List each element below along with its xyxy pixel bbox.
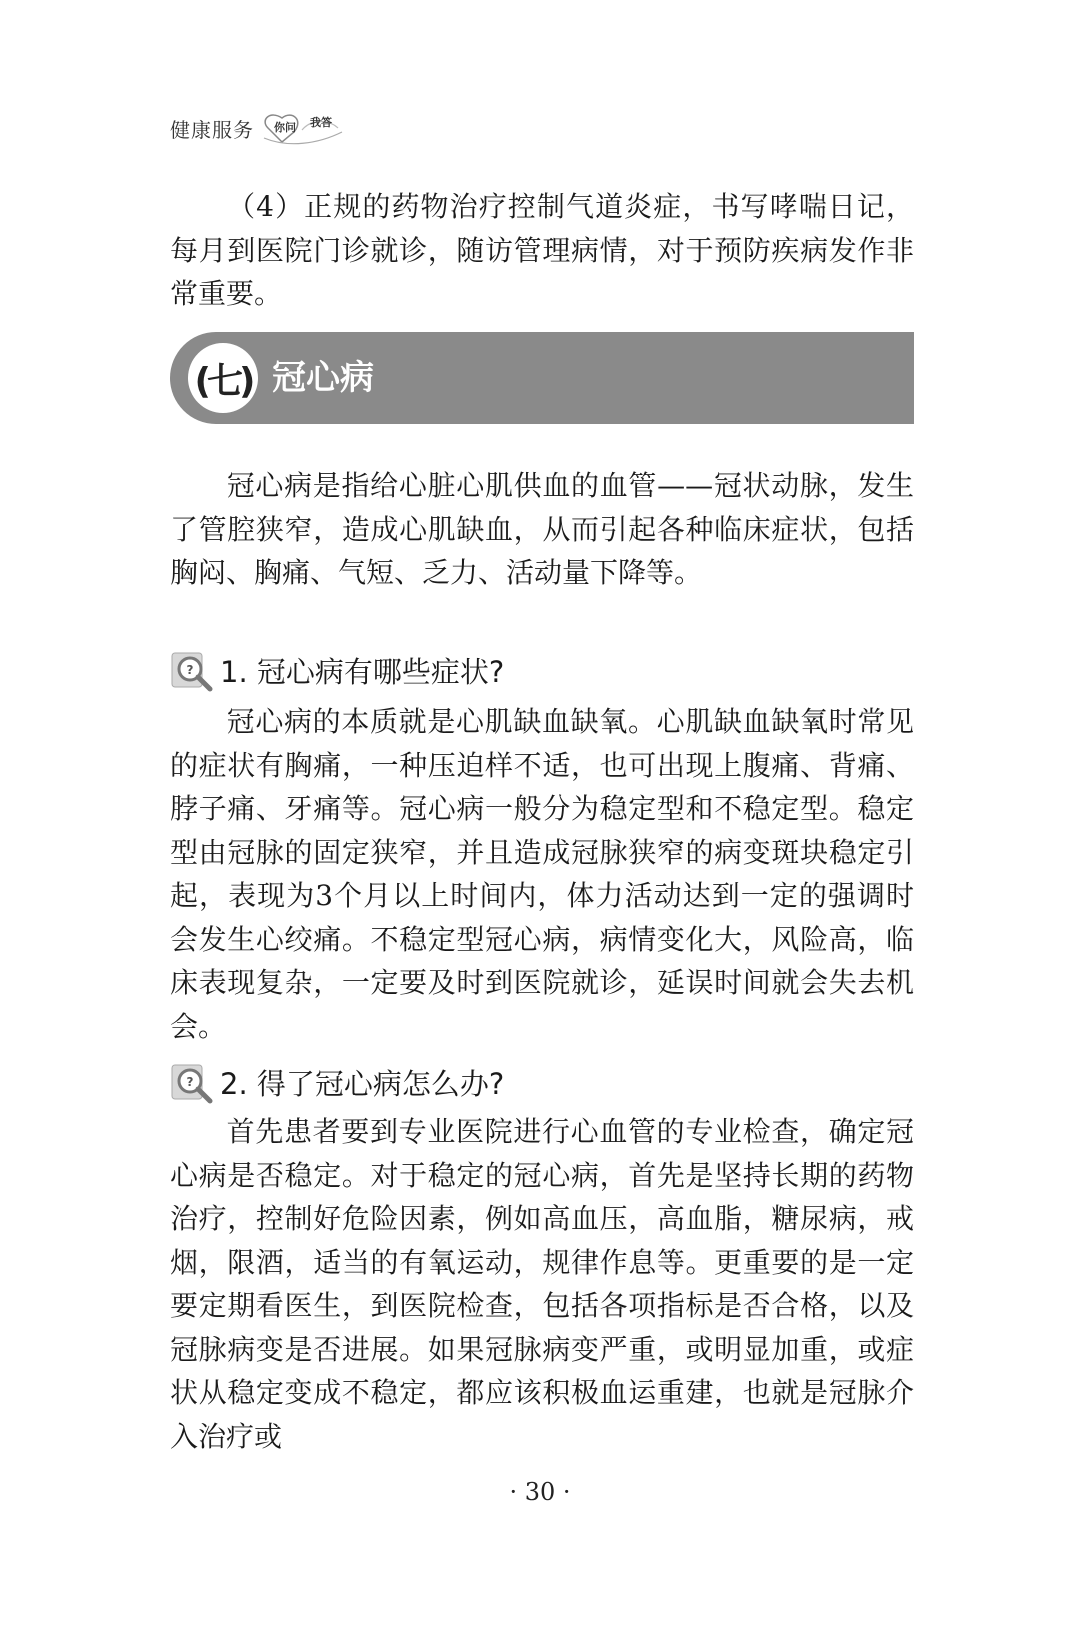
paragraph-item-4	[170, 185, 914, 316]
answer-1	[170, 700, 914, 1048]
section-number-badge: (七)	[188, 343, 258, 413]
section-title: 冠心病	[272, 358, 374, 398]
question-magnifier-icon	[170, 1059, 216, 1105]
answer-1-text: 冠心病的本质就是心肌缺血缺氧。心肌缺血缺氧时常见的症状有胸痛，一种压迫样不适，也可出现上腹痛、背痛、脖子痛、牙痛等。冠心病一般分为稳定型和不稳定型。稳定型由冠脉的固定狭窄，并且造成冠脉狭窄的病变斑块稳定引起，表现为3个月以上时间内，体力活动达到一定的强调时会发生心绞痛。不稳定型冠心病，病情变化大，风险高，临床表现复杂，一定要及时到医院就诊，延误时间就会失去机会。	[170, 705, 914, 1043]
qa-logo	[258, 108, 348, 148]
question-heading-text: 1. 冠心病有哪些症状?	[220, 654, 505, 689]
section-intro	[170, 464, 914, 595]
answer-2	[170, 1110, 914, 1458]
question-magnifier-icon	[170, 647, 216, 693]
section-banner	[170, 332, 914, 424]
question-heading-2	[170, 1058, 504, 1106]
svg-text:?: ?	[186, 663, 194, 677]
logo-text-right: 我答	[310, 116, 332, 129]
logo-text-left: 你问	[274, 121, 296, 134]
paragraph-4-text: （4）正规的药物治疗控制气道炎症，书写哮喘日记，每月到医院门诊就诊，随访管理病情，对于预防疾病发作非常重要。	[170, 190, 914, 310]
answer-2-text: 首先患者要到专业医院进行心血管的专业检查，确定冠心病是否稳定。对于稳定的冠心病，首先是坚持长期的药物治疗，控制好危险因素，例如高血压，高血脂，糖尿病，戒烟，限酒，适当的有氧运动，规律作息等。更重要的是一定要定期看医生，到医院检查，包括各项指标是否合格，以及冠脉病变是否进展。如果冠脉病变严重，或明显加重，或症状从稳定变成不稳定，都应该积极血运重建，也就是冠脉介入治疗或	[170, 1115, 914, 1453]
question-heading-text: 2. 得了冠心病怎么办?	[220, 1066, 505, 1101]
heart-logo-icon	[258, 108, 348, 148]
header-title: 健康服务	[170, 117, 254, 142]
page-number: · 30 ·	[509, 1478, 571, 1506]
svg-text:?: ?	[186, 1075, 194, 1089]
section-intro-text: 冠心病是指给心脏心肌供血的血管——冠状动脉，发生了管腔狭窄，造成心肌缺血，从而引起各种临床症状，包括胸闷、胸痛、气短、乏力、活动量下降等。	[170, 469, 914, 589]
running-header	[170, 108, 348, 148]
question-heading-1	[170, 646, 504, 694]
